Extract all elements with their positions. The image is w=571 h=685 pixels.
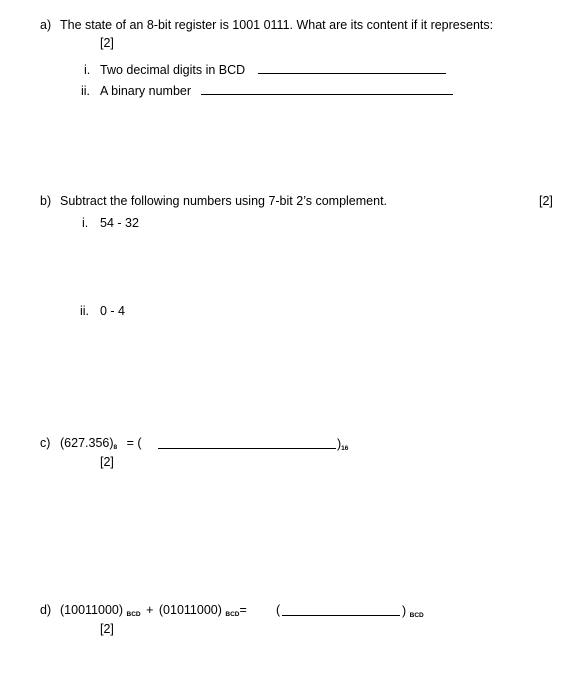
- question-c-expression: [60, 437, 142, 452]
- bcd-subscript-1: BCD: [126, 611, 141, 618]
- question-a-label: a): [40, 18, 52, 32]
- question-b-text: Subtract the following numbers using 7-bit 2’s complement.: [60, 194, 388, 208]
- answer-line-bcd-sum[interactable]: [282, 615, 400, 616]
- close-paren: ): [402, 604, 407, 618]
- question-d-close: [402, 605, 424, 620]
- answer-line-binary[interactable]: [201, 94, 453, 95]
- question-b-item-2-number: ii.: [80, 304, 90, 318]
- question-d-open-paren: (: [276, 603, 281, 617]
- base-16-subscript: 16: [341, 445, 349, 452]
- question-a-item-1-number: i.: [84, 63, 91, 77]
- octal-number: (627.356): [60, 436, 114, 450]
- question-d-label: d): [40, 603, 52, 617]
- question-b-item-1-text: 54 - 32: [100, 216, 139, 230]
- equals-sign: =: [239, 603, 247, 617]
- base-8-subscript: 8: [113, 444, 118, 451]
- plus-sign: +: [146, 603, 154, 617]
- bcd-subscript-2: BCD: [225, 611, 240, 618]
- answer-line-bcd[interactable]: [258, 73, 446, 74]
- question-b-item-2-text: 0 - 4: [100, 304, 126, 318]
- answer-line-hex[interactable]: [158, 448, 336, 449]
- question-b-label: b): [40, 194, 52, 208]
- bcd-operand-2: (01011000): [158, 603, 222, 617]
- close-paren: ): [337, 437, 342, 451]
- question-a-item-2-number: ii.: [81, 84, 91, 98]
- equals-open-paren: = (: [126, 436, 142, 450]
- question-a-marks: [2]: [100, 36, 114, 50]
- question-b-item-1-number: i.: [82, 216, 89, 230]
- question-a-item-1-text: Two decimal digits in BCD: [100, 63, 246, 77]
- question-d-marks: [2]: [100, 622, 114, 636]
- question-c-label: c): [40, 436, 51, 450]
- question-c-close: [337, 438, 348, 453]
- bcd-subscript-3: BCD: [409, 612, 424, 619]
- question-d-expression: [60, 604, 247, 619]
- bcd-operand-1: (10011000): [60, 603, 124, 617]
- question-b-marks: [2]: [539, 194, 553, 208]
- question-a-item-2-text: A binary number: [100, 84, 192, 98]
- question-a-text: The state of an 8-bit register is 1001 0111. What are its content if it represents:: [60, 18, 494, 32]
- question-c-marks: [2]: [100, 455, 114, 469]
